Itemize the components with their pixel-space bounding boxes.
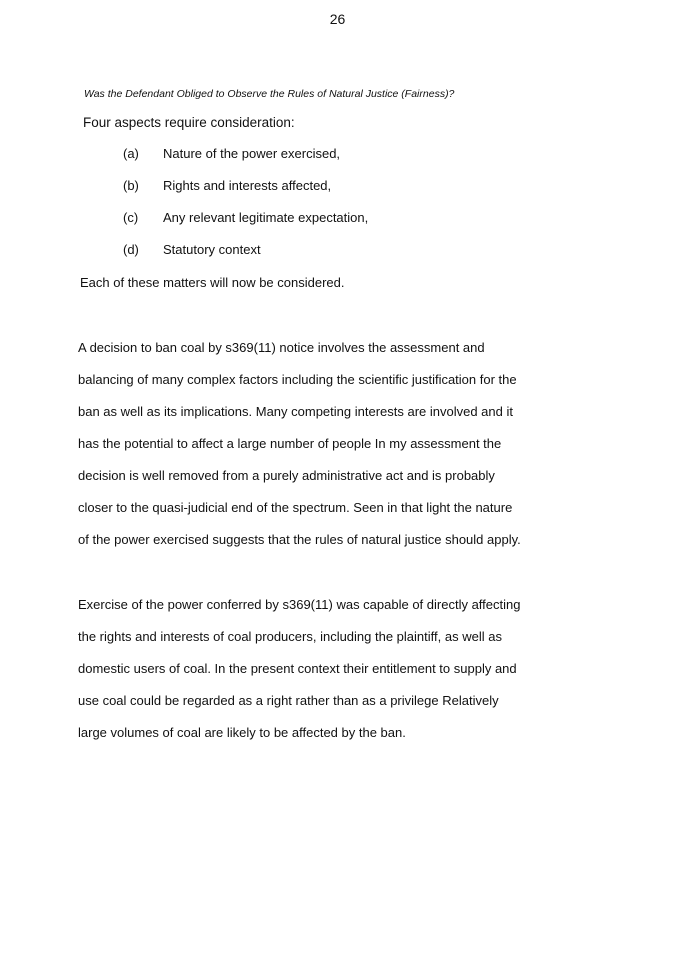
list-marker: (a) xyxy=(123,146,139,161)
paragraph-line: has the potential to affect a large number of people In my assessment the xyxy=(78,436,502,451)
closing-sentence: Each of these matters will now be considered. xyxy=(80,275,345,290)
paragraph-line: use coal could be regarded as a right rather than as a privilege Relatively xyxy=(78,693,499,708)
paragraph-line: closer to the quasi-judicial end of the spectrum. Seen in that light the nature xyxy=(78,500,513,515)
list-text: Nature of the power exercised, xyxy=(163,146,341,161)
list-item-b xyxy=(123,178,331,193)
page-number: 26 xyxy=(329,11,346,27)
paragraph-line: of the power exercised suggests that the rules of natural justice should apply. xyxy=(78,532,521,547)
list-item-c xyxy=(123,210,368,225)
list-marker: (b) xyxy=(123,178,139,193)
list-item-d xyxy=(123,242,261,257)
paragraph-line: A decision to ban coal by s369(11) notice involves the assessment and xyxy=(78,340,485,355)
list-text: Rights and interests affected, xyxy=(163,178,332,193)
list-text: Any relevant legitimate expectation, xyxy=(163,210,369,225)
list-item-a xyxy=(123,146,340,161)
list-marker: (c) xyxy=(123,210,139,225)
list-marker: (d) xyxy=(123,242,139,257)
paragraph-2 xyxy=(78,597,638,757)
section-heading: Was the Defendant Obliged to Observe the Rules of Natural Justice (Fairness)? xyxy=(84,88,455,100)
paragraph-line: ban as well as its implications. Many competing interests are involved and it xyxy=(78,404,513,419)
paragraph-line: large volumes of coal are likely to be affected by the ban. xyxy=(78,725,406,740)
paragraph-line: Exercise of the power conferred by s369(11) was capable of directly affecting xyxy=(78,597,521,612)
paragraph-line: domestic users of coal. In the present context their entitlement to supply and xyxy=(78,661,517,676)
paragraph-1 xyxy=(78,340,638,564)
paragraph-line: balancing of many complex factors including the scientific justification for the xyxy=(78,372,517,387)
intro-text: Four aspects require consideration: xyxy=(83,115,295,130)
paragraph-line: decision is well removed from a purely administrative act and is probably xyxy=(78,468,495,483)
list-text: Statutory context xyxy=(163,242,261,257)
paragraph-line: the rights and interests of coal producers, including the plaintiff, as well as xyxy=(78,629,502,644)
